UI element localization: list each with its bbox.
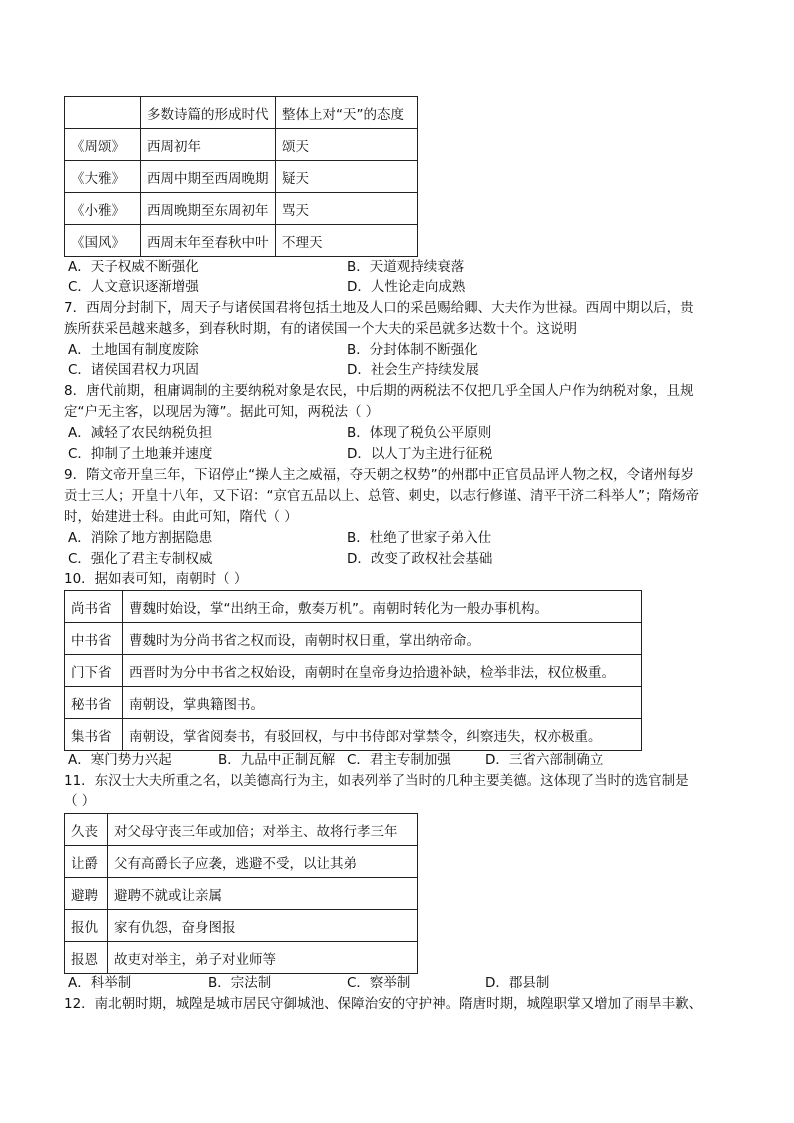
table-cell: 避聘不就或让亲属 xyxy=(108,878,418,910)
q12-stem-line-1: 12．南北朝时期，城隍是城市居民守御城池、保障治安的守护神。隋唐时期，城隍职掌又增加了雨旱丰歉、 xyxy=(64,996,703,1012)
table-cell: 曹魏时为分尚书省之权而设，南朝时权日重，掌出纳帝命。 xyxy=(123,623,642,655)
table-cell: 中书省 xyxy=(65,623,123,655)
q9-option-a[interactable]: A．消除了地方割据隐患 xyxy=(68,530,213,546)
table-cell: 集书省 xyxy=(65,719,123,751)
q6-options-row-1 xyxy=(64,257,744,277)
q10-option-c[interactable]: C．君主专制加强 xyxy=(347,752,451,768)
table-cell: 报仇 xyxy=(65,910,108,942)
q9-options-row-2 xyxy=(64,549,744,569)
table-cell: 尚书省 xyxy=(65,591,123,623)
virtues-table xyxy=(64,813,418,974)
table-cell: 父有高爵长子应袭，逃避不受，以让其弟 xyxy=(108,846,418,878)
q8-options-row-2 xyxy=(64,444,744,464)
table-cell: 西周末年至春秋中叶 xyxy=(141,225,276,257)
table-cell: 《小雅》 xyxy=(65,193,141,225)
q8-option-c[interactable]: C．抑制了土地兼并速度 xyxy=(68,446,213,462)
q6-option-b[interactable]: B．天道观持续衰落 xyxy=(347,259,465,275)
q7-stem-line-2: 族所获采邑越来越多，到春秋时期，有的诸侯国一个大夫的采邑就多达数十个。这说明 xyxy=(64,321,577,337)
q7-option-c[interactable]: C．诸侯国君权力巩固 xyxy=(68,362,199,378)
q8-option-b[interactable]: B．体现了税负公平原则 xyxy=(347,425,492,441)
table-cell: 《周颂》 xyxy=(65,129,141,161)
q9-stem-line-2: 贡士三人；开皇十八年，又下诏：“京官五品以上、总管、刺史，以志行修谨、清平干济二科举人”；隋炀帝 xyxy=(64,488,699,504)
q11-options-row xyxy=(64,973,744,993)
table-cell: 曹魏时始设，掌“出纳王命，敷奏万机”。南朝时转化为一般办事机构。 xyxy=(123,591,642,623)
q8-stem-line-1: 8．唐代前期，租庸调制的主要纳税对象是农民，中后期的两税法不仅把几乎全国人户作为纳税对象，且规 xyxy=(64,383,694,399)
q10-option-b[interactable]: B．九品中正制瓦解 xyxy=(218,752,336,768)
table-cell: 家有仇怨，奋身图报 xyxy=(108,910,418,942)
table-cell: 西晋时为分中书省之权始设，南朝时在皇帝身边拾遗补缺，检举非法，权位极重。 xyxy=(123,655,642,687)
q11-option-a[interactable]: A．科举制 xyxy=(68,975,132,991)
table-cell: 西周初年 xyxy=(141,129,276,161)
table-cell: 门下省 xyxy=(65,655,123,687)
q9-stem-line-1: 9．隋文帝开皇三年，下诏停止“操人主之威福，夺天朝之权势”的州郡中正官员品评人物之权，令诸州每岁 xyxy=(64,467,695,483)
table-cell: 西周中期至西周晚期 xyxy=(141,161,276,193)
q10-option-d[interactable]: D．三省六部制确立 xyxy=(485,752,604,768)
table-cell: 《国风》 xyxy=(65,225,141,257)
q7-option-b[interactable]: B．分封体制不断强化 xyxy=(347,342,478,358)
q8-stem-line-2: 定“户无主客，以现居为簿”。据此可知，两税法（ ） xyxy=(64,404,380,420)
q9-option-b[interactable]: B．杜绝了世家子弟入仕 xyxy=(347,530,492,546)
q7-option-a[interactable]: A．土地国有制度废除 xyxy=(68,342,199,358)
q9-stem-line-3: 时，始建进士科。由此可知，隋代（ ） xyxy=(64,509,298,525)
q9-options-row-1 xyxy=(64,528,744,548)
table-cell: 颂天 xyxy=(276,129,418,161)
table-cell: 《大雅》 xyxy=(65,161,141,193)
table-cell: 故吏对举主，弟子对业师等 xyxy=(108,942,418,974)
q8-option-a[interactable]: A．减轻了农民纳税负担 xyxy=(68,425,213,441)
table-cell: 西周晚期至东周初年 xyxy=(141,193,276,225)
table-cell: 报恩 xyxy=(65,942,108,974)
table-cell: 久丧 xyxy=(65,814,108,846)
q6-option-c[interactable]: C．人文意识逐渐增强 xyxy=(68,279,199,295)
q9-option-d[interactable]: D．改变了政权社会基础 xyxy=(347,551,493,567)
q10-option-a[interactable]: A．寒门势力兴起 xyxy=(68,752,172,768)
table-cell: 不理天 xyxy=(276,225,418,257)
q10-stem: 10．据如表可知，南朝时（ ） xyxy=(64,571,248,587)
q11-option-c[interactable]: C．察举制 xyxy=(347,975,411,991)
q7-option-d[interactable]: D．社会生产持续发展 xyxy=(347,362,479,378)
q9-option-c[interactable]: C．强化了君主专制权威 xyxy=(68,551,213,567)
table-cell: 对父母守丧三年或加倍；对举主、故将行孝三年 xyxy=(108,814,418,846)
table-cell: 疑天 xyxy=(276,161,418,193)
q8-options-row-1 xyxy=(64,423,744,443)
table-header-cell xyxy=(65,97,141,129)
poetry-table xyxy=(64,96,418,257)
table-cell: 秘书省 xyxy=(65,687,123,719)
q7-options-row-1 xyxy=(64,340,744,360)
q7-stem-line-1: 7．西周分封制下，周天子与诸侯国君将包括土地及人口的采邑赐给卿、大夫作为世禄。西周中期以后，贵 xyxy=(64,300,694,316)
table-header-cell: 整体上对“天”的态度 xyxy=(276,97,418,129)
table-cell: 让爵 xyxy=(65,846,108,878)
q6-option-d[interactable]: D．人性论走向成熟 xyxy=(347,279,466,295)
table-header-cell: 多数诗篇的形成时代 xyxy=(141,97,276,129)
q6-option-a[interactable]: A．天子权威不断强化 xyxy=(68,259,199,275)
q11-stem-line-1: 11．东汉士大夫所重之名，以美德高行为主，如表列举了当时的几种主要美德。这体现了当时的选官制是 xyxy=(64,773,689,789)
table-cell: 骂天 xyxy=(276,193,418,225)
q11-option-d[interactable]: D．郡县制 xyxy=(485,975,550,991)
q8-option-d[interactable]: D．以人丁为主进行征税 xyxy=(347,446,493,462)
table-cell: 南朝设，掌省阅奏书，有驳回权，与中书侍郎对掌禁令，纠察违失，权亦极重。 xyxy=(123,719,642,751)
table-cell: 南朝设，掌典籍图书。 xyxy=(123,687,642,719)
table-cell: 避聘 xyxy=(65,878,108,910)
q10-options-row xyxy=(64,750,744,770)
three-departments-table xyxy=(64,590,642,751)
q7-options-row-2 xyxy=(64,360,744,380)
q11-option-b[interactable]: B．宗法制 xyxy=(208,975,272,991)
q6-options-row-2 xyxy=(64,277,744,297)
q11-stem-line-2: （ ） xyxy=(64,793,96,809)
